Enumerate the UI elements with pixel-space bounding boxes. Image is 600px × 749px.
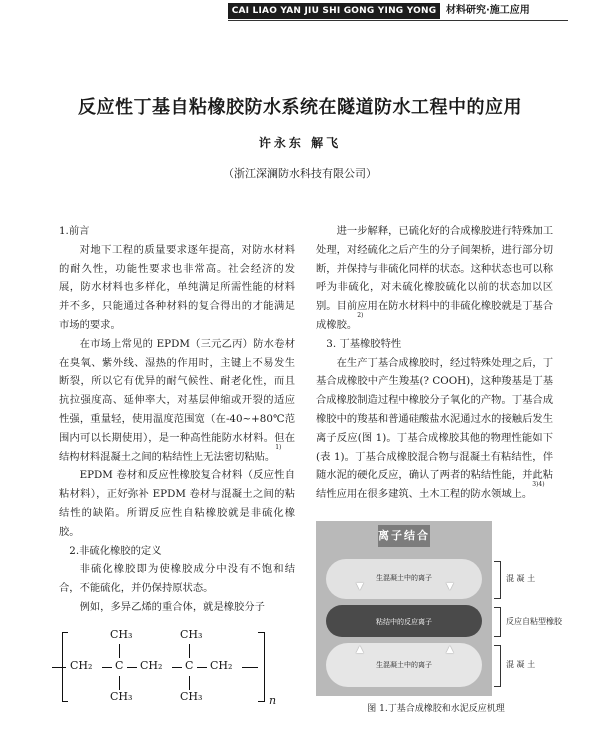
figure-caption: 图 1.丁基合成橡胶和水泥反应机理 <box>367 704 505 714</box>
figure-side-label: 混 凝 土 <box>506 574 536 583</box>
article-title: 反应性丁基自粘橡胶防水系统在隧道防水工程中的应用 <box>78 97 522 118</box>
figure-ion-bonding-diagram <box>316 521 564 696</box>
methyl-group: CH₃ <box>180 690 203 703</box>
arrow-down-icon: ▼ <box>356 581 364 592</box>
paragraph: 例如，多异乙烯的重合体，就是橡胶分子 <box>79 600 265 613</box>
layer-label: 粘结中的反应离子 <box>376 618 432 626</box>
ch2-group: CH₂ <box>140 659 163 672</box>
polyisobutylene-structure <box>52 624 292 724</box>
methyl-bond <box>119 644 120 658</box>
section-label: 材料研究·施工应用 <box>446 5 530 16</box>
affiliation: （浙江深澜防水科技有限公司） <box>223 167 377 180</box>
paragraph-text: 进一步解释，已硫化好的合成橡胶进行特殊加工处理，对经硫化之后产生的分子间架桥，进行部分切断，并保持与非硫化同样的状态。这种状态也可以称呼为非硫化，对未硫化橡胶硫化以前的状态加以区别。目前应用在防水材料中的非硫化橡胶就是丁基合成橡胶。 <box>316 225 553 331</box>
layer-label: 生混凝土中的离子 <box>376 661 432 669</box>
chain-bond-start <box>52 667 66 668</box>
paragraph <box>59 335 295 467</box>
figure-side-label: 反应自粘型橡胶 <box>506 617 562 626</box>
arrow-up-icon: ▲ <box>356 644 364 655</box>
chain-bond <box>172 667 182 668</box>
methyl-group: CH₃ <box>180 628 203 641</box>
bracket-left-top <box>62 632 68 633</box>
paragraph-text: 在生产丁基合成橡胶时，经过特殊处理之后，丁基合成橡胶中产生羧基(? COOH)，这种羧基是丁基合成橡胶制造过程中橡胶分子氧化的产物。丁基合成橡胶中的羧基和普通硅酸盐水泥通过水的接触后发生离子反应(图 1)。丁基合成橡胶其他的物理性能如下(表 1)。丁基合成橡胶混合物与混凝土有粘结性，伴随水泥的硬化反应，确认了两者的粘结性能，并此粘结性应用在很多建筑、土木工程的防水领域上。 <box>316 356 553 501</box>
reference-mark: 2) <box>357 311 364 319</box>
brace-middle <box>494 607 501 637</box>
chain-bond <box>197 667 207 668</box>
ch2-group: CH₂ <box>210 659 233 672</box>
arrow-down-icon: ▼ <box>446 581 454 592</box>
section-heading-2: 2.非硫化橡胶的定义 <box>69 544 162 557</box>
ch2-group: CH₂ <box>70 659 93 672</box>
quaternary-carbon: C <box>115 659 124 672</box>
right-column <box>316 222 553 504</box>
methyl-bond <box>119 676 120 690</box>
reference-mark: 3)4) <box>532 481 545 489</box>
section-heading-1: 1.前言 <box>59 225 90 237</box>
left-column <box>59 222 295 617</box>
quaternary-carbon: C <box>185 659 194 672</box>
authors: 许永东 解飞 <box>258 136 342 150</box>
chain-bond <box>102 667 112 668</box>
paragraph: 对地下工程的质量要求逐年提高，对防水材料的耐久性，功能性要求也非常高。社会经济的发展，防水材料也多样化，单纯满足所需性能的材料并不多，只能通过各种材料的复合得出的才能满足市场的要求。 <box>59 243 295 331</box>
methyl-group: CH₃ <box>110 690 133 703</box>
reference-mark: 1) <box>275 443 282 451</box>
arrow-up-icon: ▲ <box>446 644 454 655</box>
paragraph: 非硫化橡胶即为使橡胶成分中没有不饱和结合，不能硫化，并仍保持原状态。 <box>59 563 295 595</box>
bracket-left-bottom <box>62 701 68 702</box>
journal-pinyin-banner: CAI LIAO YAN JIU SHI GONG YING YONG <box>228 3 440 19</box>
figure-side-label: 混 凝 土 <box>506 660 536 669</box>
methyl-group: CH₃ <box>110 628 133 641</box>
brace-top <box>494 561 501 599</box>
paragraph-text: 在市场上常见的 EPDM（三元乙丙）防水卷材在臭氧、紫外线、湿热的作用时，主键上不易发生断裂，所以它有优异的耐气候性、耐老化性，而且抗拉强度高、延伸率大，对基层伸缩或开裂的适应性强，重量轻，使用温度范围宽（在-40~+80℃范围内可以长期使用），是一种高性能防水材料。但在结构材料混凝土之间的粘结性上无法密切粘贴。 <box>59 337 295 463</box>
journal-header <box>0 0 600 20</box>
figure-top-label: 离子结合 <box>378 525 430 547</box>
paragraph <box>316 354 553 504</box>
section-heading-3: 3. 丁基橡胶特性 <box>326 337 402 350</box>
chain-bond-end <box>242 667 258 668</box>
paragraph <box>316 222 553 335</box>
layer-label: 生混凝土中的离子 <box>376 574 432 582</box>
bracket-right-vertical <box>264 632 265 702</box>
methyl-bond <box>189 676 190 690</box>
header-rule <box>228 20 568 21</box>
bracket-right-bottom <box>258 701 264 702</box>
brace-bottom <box>494 645 501 687</box>
methyl-bond <box>189 644 190 658</box>
repeat-subscript-n: n <box>269 694 277 707</box>
bracket-right-top <box>258 632 264 633</box>
chain-bond <box>127 667 137 668</box>
paragraph: EPDM 卷材和反应性橡胶复合材料（反应性自粘材料），正好弥补 EPDM 卷材与混凝土之间的粘结性的缺陷。所谓反应性自粘橡胶就是非硫化橡胶。 <box>59 469 295 538</box>
